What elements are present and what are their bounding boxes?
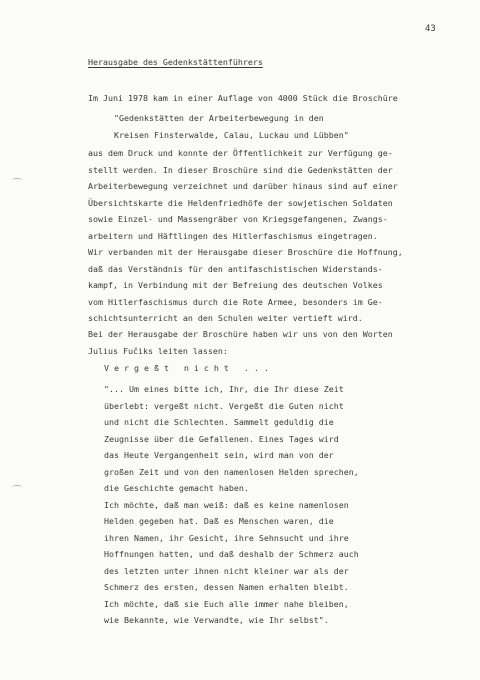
text-line: sowie Einzel- und Massengräber von Kriegsgefangenen, Zwangs- xyxy=(88,214,388,224)
text-line: V e r g e ß t n i c h t . . . xyxy=(104,363,269,373)
text-line: Ich möchte, daß sie Euch alle immer nahe bleiben, xyxy=(104,598,349,609)
text-line: das Heute Vergangenheit sein, wird man von der xyxy=(104,450,334,460)
brochure-title-quote xyxy=(114,110,349,143)
text-line: daß das Verständnis für den antifaschistischen Widerstands- xyxy=(88,263,383,274)
text-line: des letzten unter ihnen nicht kleiner war als der xyxy=(104,565,349,576)
quote-motto xyxy=(104,360,269,377)
fucik-quote xyxy=(104,381,359,629)
text-line: Helden gegeben hat. Daß es Menschen waren, die xyxy=(104,516,334,526)
punch-hole-mark xyxy=(12,485,22,489)
text-line: Hoffnungen hatten, und daß deshalb der Schmerz auch xyxy=(104,549,359,559)
paragraph-hope xyxy=(88,244,403,327)
text-line: "... Um eines bitte ich, Ihr, die Ihr diese Zeit xyxy=(104,384,344,394)
text-line: ihren Namen, ihr Gesicht, ihre Sehnsucht und ihre xyxy=(104,532,349,543)
text-line: Kreisen Finsterwalde, Calau, Luckau und Lübben" xyxy=(114,129,349,140)
text-line: Bei der Herausgabe der Broschüre haben wir uns von den Worten xyxy=(88,329,393,339)
text-line: Übersichtskarte die Heldenfriedhöfe der sowjetischen Soldaten xyxy=(88,197,393,208)
text-line: Julius Fučiks leiten lassen: xyxy=(88,345,228,356)
text-line: Im Juni 1978 kam in einer Auflage von 4000 Stück die Broschüre xyxy=(88,93,398,103)
text-line: aus dem Druck und konnte der Öffentlichkeit zur Verfügung ge- xyxy=(88,148,393,158)
text-line: großen Zeit und von den namenlosen Helden sprechen, xyxy=(104,466,359,477)
text-line: Schmerz des ersten, dessen Namen erhalten bleibt. xyxy=(104,582,349,592)
text-line: Arbeiterbewegung verzeichnet und darüber hinaus sind auf einer xyxy=(88,181,398,191)
text-line: Wir verbanden mit der Herausgabe dieser Broschüre die Hoffnung, xyxy=(88,247,403,257)
text-line: stellt werden. In dieser Broschüre sind die Gedenkstätten der xyxy=(88,164,393,175)
text-line: arbeitern und Häftlingen des Hitlerfaschismus eingetragen. xyxy=(88,230,378,241)
page-number: 43 xyxy=(425,24,436,34)
text-line: Zeugnisse über die Gefallenen. Eines Tages wird xyxy=(104,433,339,444)
section-heading: Herausgabe des Gedenkstättenführers xyxy=(88,57,263,67)
paragraph-intro xyxy=(88,90,398,107)
text-line: und nicht die Schlechten. Sammelt geduldig die xyxy=(104,417,334,427)
punch-hole-mark xyxy=(12,178,22,182)
text-line: Ich möchte, daß man weiß: daß es keine namenlosen xyxy=(104,499,349,510)
paragraph-intro-continued xyxy=(88,145,398,244)
text-line: kampf, in Verbindung mit der Befreiung des deutschen Volkes xyxy=(88,280,383,290)
text-line: "Gedenkstätten der Arbeiterbewegung in den xyxy=(114,113,324,123)
text-line: schichtsunterricht an den Schulen weiter vertieft wird. xyxy=(88,313,363,323)
text-line: die Geschichte gemacht haben. xyxy=(104,483,249,493)
text-line: wie Bekannte, wie Verwandte, wie Ihr selbst". xyxy=(104,615,329,625)
text-line: vom Hitlerfaschismus durch die Rote Armee, besonders im Ge- xyxy=(88,296,383,307)
text-line: überlebt: vergeßt nicht. Vergeßt die Guten nicht xyxy=(104,400,344,411)
paragraph-fucik-intro xyxy=(88,326,393,359)
